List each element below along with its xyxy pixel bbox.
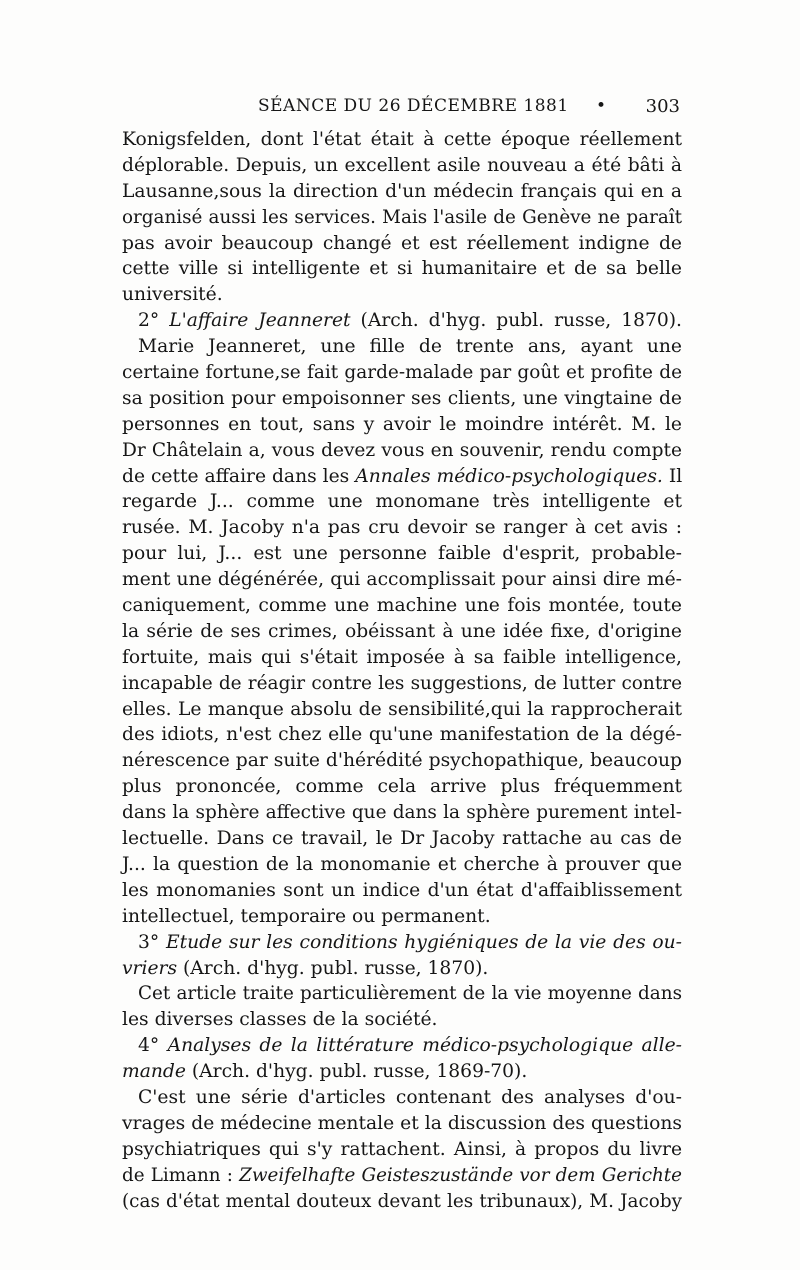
text-run: fortuite, mais qui s'était imposée à sa faible intelligence, [122,646,682,668]
text-run: Dr Châtelain a, vous devez vous en souvenir, rendu compte [122,439,682,461]
text-line [122,774,682,800]
text-line [122,619,682,645]
text-line [122,1163,682,1189]
text-run: cette ville si intelligente et si humanitaire et de sa belle [122,258,682,280]
text-run: organisé aussi les services. Mais l'asile de Genève ne paraît [122,206,682,228]
text-run: Il [662,465,683,487]
italic-text: mande [122,1061,186,1083]
text-run: Cet article traite particulièrement de la vie moyenne dans [138,983,682,1005]
text-line [122,1007,682,1033]
text-line [122,722,682,748]
text-run: les monomanies sont un indice d'un état d'affaiblissement [122,879,682,901]
text-run: de cette affaire dans les [122,465,356,487]
text-line [122,1137,682,1163]
text-run: sa position pour empoisonner ses clients, une vingtaine de [122,387,682,409]
text-run: (Arch. d'hyg. publ. russe, 1869-70). [185,1061,528,1083]
text-line [122,981,682,1007]
text-run: J... la question de la monomanie et cherche à prouver que [122,853,682,875]
text-line [122,1059,682,1085]
text-run: 2° [138,310,170,332]
text-run: des idiots, n'est chez elle qu'une manifestation de la dégé- [122,724,682,746]
text-run: 3° [138,931,166,953]
text-line [122,826,682,852]
text-line [122,438,682,464]
text-run: pas avoir beaucoup changé et est réellement indigne de [122,232,682,254]
text-line [122,334,682,360]
italic-text: vriers [122,957,178,979]
text-line [122,127,682,153]
body-text [122,127,682,1214]
text-run: 4° [138,1035,168,1057]
text-run: plus prononcée, comme cela arrive plus fréquemment [122,776,682,798]
text-run: université. [122,284,223,306]
italic-text: Etude sur les conditions hygiéniques de la vie des ou- [165,931,682,953]
running-title: SÉANCE DU 26 DÉCEMBRE 1881 [258,96,569,116]
text-line [122,386,682,412]
text-line [122,878,682,904]
text-run: caniquement, comme une machine une fois montée, toute [122,595,682,617]
header-separator: • [596,96,607,116]
text-run: pour lui, J... est une personne faible d'esprit, probable- [122,543,682,565]
text-run: Lausanne,sous la direction d'un médecin français qui en a [122,180,682,202]
text-line [122,205,682,231]
text-line [122,541,682,567]
text-line [122,671,682,697]
text-line [122,956,682,982]
text-run: dans la sphère affective que dans la sphère purement intel- [122,802,682,824]
italic-text: Annales médico-psychologiques. [355,465,663,487]
page-number: 303 [645,96,680,117]
text-run: Marie Jeanneret, une fille de trente ans, ayant une [138,336,682,358]
text-line [122,697,682,723]
text-run: (Arch. d'hyg. publ. russe, 1870). [177,957,489,979]
text-run: les diverses classes de la société. [122,1009,438,1031]
text-line [122,567,682,593]
text-line [122,256,682,282]
text-run: (Arch. d'hyg. publ. russe, 1870). [350,310,682,332]
text-run: elles. Le manque absolu de sensibilité,qui la rapprocherait [122,698,682,720]
text-line [122,308,682,334]
text-run: Konigsfelden, dont l'état était à cette époque réellement [122,129,682,150]
text-run: C'est une série d'articles contenant des analyses d'ou- [138,1086,682,1108]
text-line [122,1189,682,1215]
text-line [122,1085,682,1111]
text-line [122,464,682,490]
text-line [122,1033,682,1059]
text-line [122,930,682,956]
text-line [122,179,682,205]
text-run: la série de ses crimes, obéissant à une idée fixe, d'origine [122,620,682,642]
text-run: ment une dégénérée, qui accomplissait pour ainsi dire mé- [122,569,682,591]
text-line [122,748,682,774]
running-head [122,96,682,126]
text-run: nérescence par suite d'hérédité psychopathique, beaucoup [122,750,682,772]
text-run: déplorable. Depuis, un excellent asile nouveau a été bâti à [122,154,682,176]
italic-text: L'affaire Jeanneret [169,310,351,332]
text-line [122,852,682,878]
text-line [122,231,682,257]
text-line [122,904,682,930]
text-run: (cas d'état mental douteux devant les tribunaux), M. Jacoby [122,1190,682,1212]
text-line [122,800,682,826]
text-line [122,282,682,308]
italic-text: Zweifelhafte Geisteszustände vor dem Gerichte [239,1164,682,1186]
text-line [122,515,682,541]
italic-text: Analyses de la littérature médico-psychologique alle- [167,1035,682,1057]
text-run: rusée. M. Jacoby n'a pas cru devoir se ranger à cet avis : [122,517,682,539]
text-line [122,153,682,179]
text-line [122,1111,682,1137]
text-run: regarde J... comme une monomane très intelligente et [122,491,682,513]
text-run: personnes en tout, sans y avoir le moindre intérêt. M. le [122,413,682,435]
text-run: certaine fortune,se fait garde-malade par goût et profite de [122,362,682,384]
text-line [122,593,682,619]
text-run: de Limann : [122,1164,240,1186]
text-run: lectuelle. Dans ce travail, le Dr Jacoby rattache au cas de [122,828,682,850]
text-line [122,489,682,515]
text-run: vrages de médecine mentale et la discussion des questions [122,1112,682,1134]
text-line [122,645,682,671]
text-run: psychiatriques qui s'y rattachent. Ainsi, à propos du livre [122,1138,682,1160]
text-run: incapable de réagir contre les suggestions, de lutter contre [122,672,682,694]
text-line [122,412,682,438]
text-line [122,360,682,386]
text-run: intellectuel, temporaire ou permanent. [122,905,491,927]
